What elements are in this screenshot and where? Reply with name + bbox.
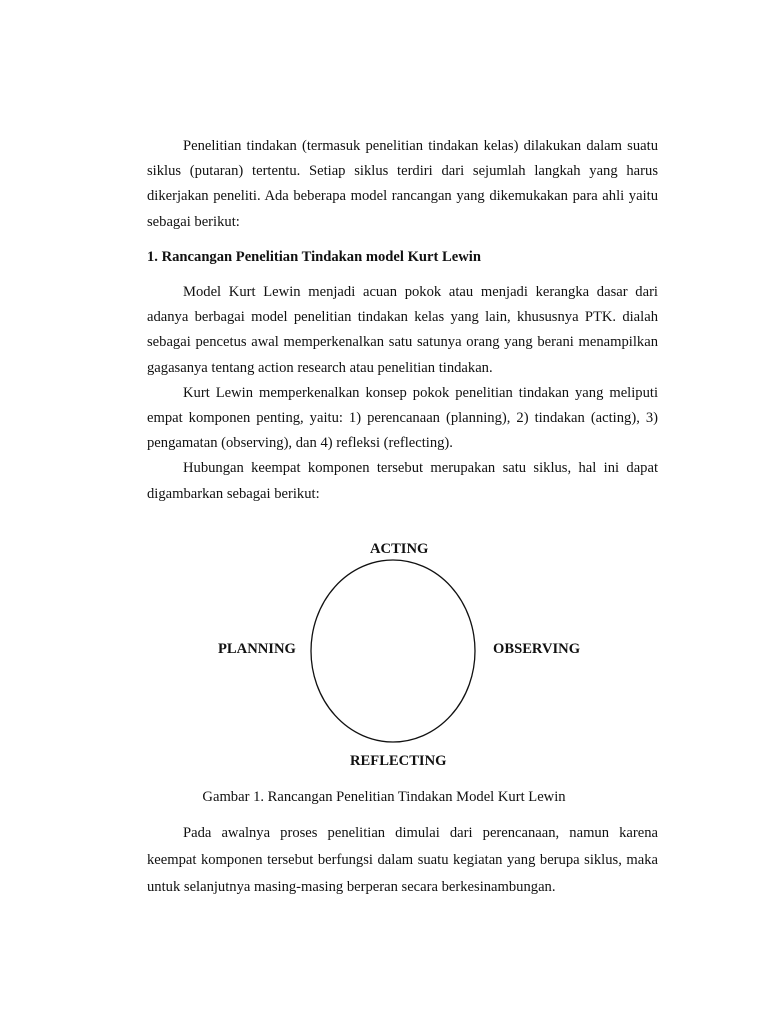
cycle-circle [311, 560, 475, 742]
figure-caption: Gambar 1. Rancangan Penelitian Tindakan Model Kurt Lewin [202, 789, 566, 805]
label-observing: OBSERVING [493, 641, 581, 657]
intro-paragraph: Penelitian tindakan (termasuk penelitian tindakan kelas) dilakukan dalam suatu siklus (putaran) tertentu. Setiap siklus terdiri dari sejumlah langkah yang harus dikerjakan peneliti. Ada beberapa model rancangan yang dikemukakan para ahli yaitu sebagai berikut: [147, 138, 658, 230]
closing-text [147, 820, 658, 901]
paragraph-1: Model Kurt Lewin menjadi acuan pokok atau menjadi kerangka dasar dari adanya berbagai model penelitian tindakan kelas yang lain, khususnya PTK. dialah sebagai pencetus awal memperkenalkan satu satunya orang yang berani menampilkan gagasanya tentang action research atau penelitian tindakan. [147, 284, 658, 376]
label-acting: ACTING [370, 541, 429, 557]
body-text [147, 134, 658, 507]
section-heading: 1. Rancangan Penelitian Tindakan model Kurt Lewin [147, 248, 481, 265]
paragraph-3: Hubungan keempat komponen tersebut merupakan satu siklus, hal ini dapat digambarkan sebagai berikut: [147, 460, 658, 502]
paragraph-4: Pada awalnya proses penelitian dimulai dari perencanaan, namun karena keempat komponen tersebut berfungsi dalam suatu kegiatan yang berupa siklus, maka untuk selanjutnya masing-masing berperan secara berkesinambungan. [147, 825, 658, 895]
label-planning: PLANNING [218, 641, 296, 657]
paragraph-2: Kurt Lewin memperkenalkan konsep pokok penelitian tindakan yang meliputi empat komponen penting, yaitu: 1) perencanaan (planning), 2) tindakan (acting), 3) pengamatan (observing), dan 4) refleksi (reflecting). [147, 384, 658, 452]
label-reflecting: REFLECTING [350, 753, 447, 769]
